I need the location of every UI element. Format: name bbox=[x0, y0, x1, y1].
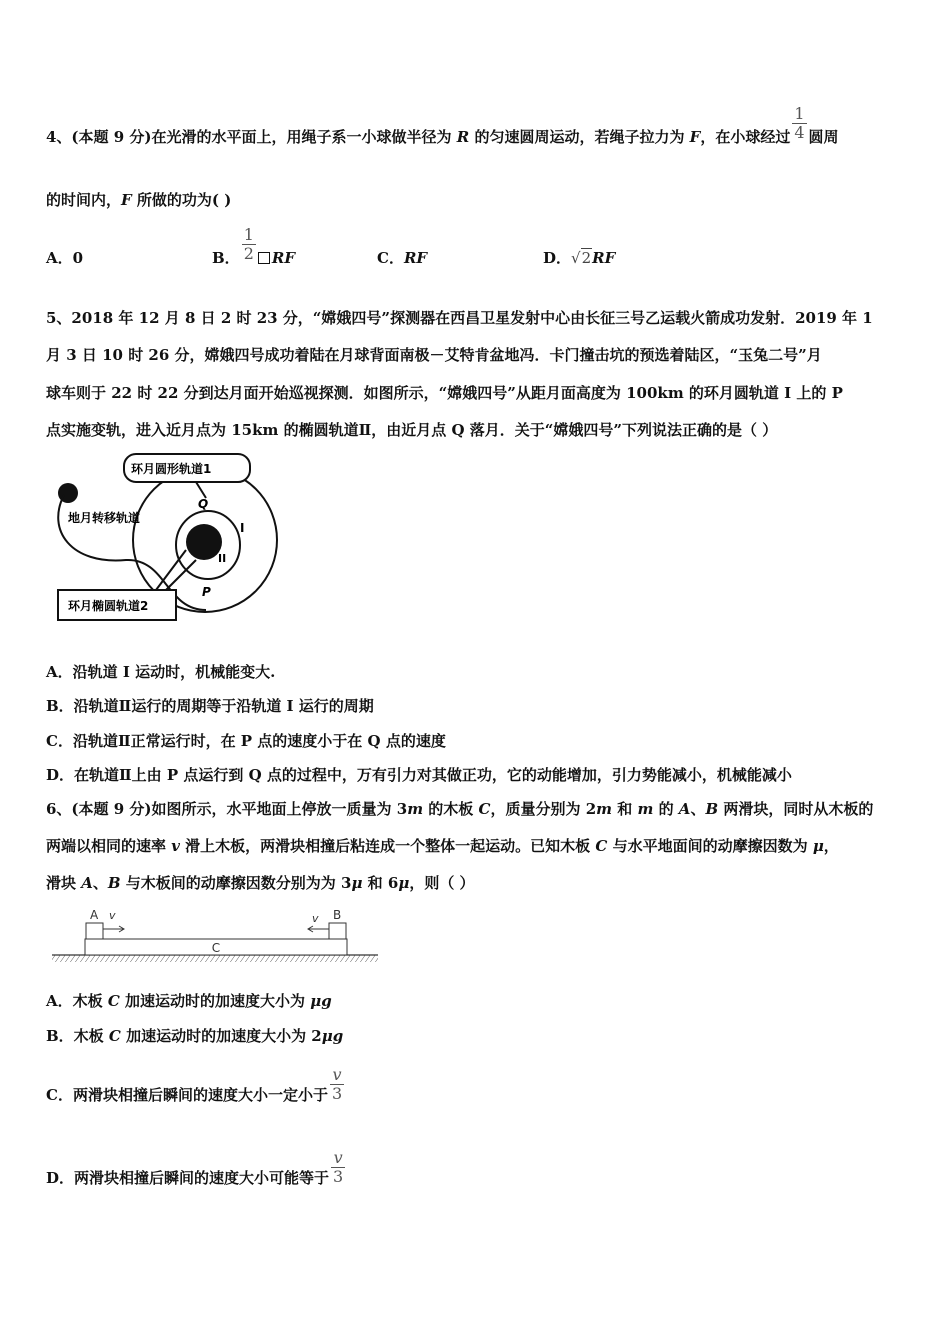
ground-hatch bbox=[52, 955, 378, 962]
moon-icon bbox=[186, 524, 222, 560]
q6-option-c[interactable]: C．两滑块相撞后瞬间的速度大小一定小于 $\frac{v}{3}$ bbox=[46, 1064, 343, 1104]
q5-stem-line3: 球车则于 22 时 22 分到达月面开始巡视探测．如图所示，“嫦娥四号”从距月面高度为 100km 的环月圆轨道 I 上的 P bbox=[46, 384, 843, 402]
q5-stem-line4: 点实施变轨，进入近月点为 15km 的椭圆轨道Ⅱ，由近月点 Q 落月．关于“嫦娥四号”下列说法正确的是（ ） bbox=[46, 421, 778, 439]
orbit-i-label: I bbox=[240, 521, 245, 535]
block-b-label: B bbox=[333, 908, 342, 922]
block-a-label: A bbox=[90, 908, 99, 922]
pointer-line bbox=[196, 482, 206, 498]
missing-glyph-box bbox=[258, 252, 270, 264]
velocity-a-label: v bbox=[109, 909, 116, 922]
q5-option-c[interactable]: C．沿轨道Ⅱ正常运行时，在 P 点的速度小于在 Q 点的速度 bbox=[46, 732, 446, 750]
label-circular-orbit: 环月圆形轨道1 bbox=[131, 462, 212, 476]
orbit-ii-label: II bbox=[218, 552, 227, 565]
q4-option-a[interactable]: A．0 bbox=[46, 249, 84, 267]
q6-stem-line1: 6、(本题 9 分)如图所示，水平地面上停放一质量为 3m 的木板 C，质量分别为 2m 和 m 的 A、B 两滑块，同时从木板的 bbox=[46, 800, 874, 818]
fraction-v-over-3: $\frac{v}{3}$ bbox=[331, 1064, 343, 1103]
q5-stem-line2: 月 3 日 10 时 26 分，嫦娥四号成功着陆在月球背面南极－艾特肯盆地冯．卡门撞击坑的预选着陆区，“玉兔二号”月 bbox=[46, 346, 822, 364]
q4-option-c[interactable]: C．RF bbox=[377, 249, 428, 267]
q4-option-d[interactable]: D．√2RF bbox=[543, 249, 616, 267]
q4-text: 圆周 bbox=[808, 128, 839, 146]
sqrt-symbol: √2 bbox=[571, 249, 592, 267]
q6-stem-line2: 两端以相同的速率 v 滑上木板，两滑块相撞后粘连成一个整体一起运动。已知木板 C 与水平地面间的动摩擦因数为 μ， bbox=[46, 837, 839, 855]
q6-stem-line3: 滑块 A、B 与木板间的动摩擦因数分别为为 3μ 和 6μ，则（ ） bbox=[46, 874, 475, 892]
q5-option-a[interactable]: A．沿轨道 I 运动时，机械能变大. bbox=[46, 663, 276, 681]
q4-option-b[interactable]: B． $\frac{1}{2}$ RF bbox=[212, 224, 295, 267]
point-q-label: Q bbox=[198, 497, 209, 511]
block-a bbox=[86, 923, 103, 939]
fraction-v-over-3: $\frac{v}{3}$ bbox=[333, 1147, 344, 1186]
q6-option-b[interactable]: B．木板 C 加速运动时的加速度大小为 2μg bbox=[46, 1027, 344, 1045]
velocity-b-label: v bbox=[312, 912, 319, 925]
q4-fraction-half: $\frac{1}{2}$ bbox=[243, 224, 254, 263]
board-c-label: C bbox=[211, 941, 221, 955]
q5-option-d[interactable]: D．在轨道Ⅱ上由 P 点运行到 Q 点的过程中，万有引力对其做正功，它的动能增加，引力势能减小，机械能减小 bbox=[46, 766, 792, 784]
q6-option-d[interactable]: D．两滑块相撞后瞬间的速度大小可能等于 $\frac{v}{3}$ bbox=[46, 1147, 344, 1187]
q4-stem-line1 bbox=[46, 103, 839, 147]
q4-text: 的匀速圆周运动，若绳子拉力为 bbox=[469, 128, 690, 146]
q4-stem-line2: 的时间内，F 所做的功为( ) bbox=[46, 191, 232, 209]
q4-var-f: F bbox=[689, 128, 701, 146]
orbit-diagram bbox=[46, 450, 296, 630]
block-b bbox=[329, 923, 346, 939]
q4-var-r: R bbox=[456, 128, 470, 146]
q4-text: ，在小球经过 bbox=[700, 128, 791, 146]
point-p-label: P bbox=[202, 585, 211, 599]
q6-option-a[interactable]: A．木板 C 加速运动时的加速度大小为 μg bbox=[46, 992, 332, 1010]
label-transfer-orbit: 地月转移轨道 bbox=[68, 511, 141, 525]
q4-text: 4、(本题 9 分)在光滑的水平面上，用绳子系一小球做半径为 bbox=[46, 128, 457, 146]
q5-option-b[interactable]: B．沿轨道Ⅱ运行的周期等于沿轨道 I 运行的周期 bbox=[46, 697, 374, 715]
q4-fraction-quarter: $\frac{1}{4}$ bbox=[794, 103, 805, 142]
label-elliptical-orbit: 环月椭圆轨道2 bbox=[68, 599, 149, 613]
board-diagram bbox=[50, 905, 380, 967]
q5-stem-line1: 5、2018 年 12 月 8 日 2 时 23 分，“嫦娥四号”探测器在西昌卫星发射中心由长征三号乙运载火箭成功发射．2019 年 1 bbox=[46, 309, 873, 327]
